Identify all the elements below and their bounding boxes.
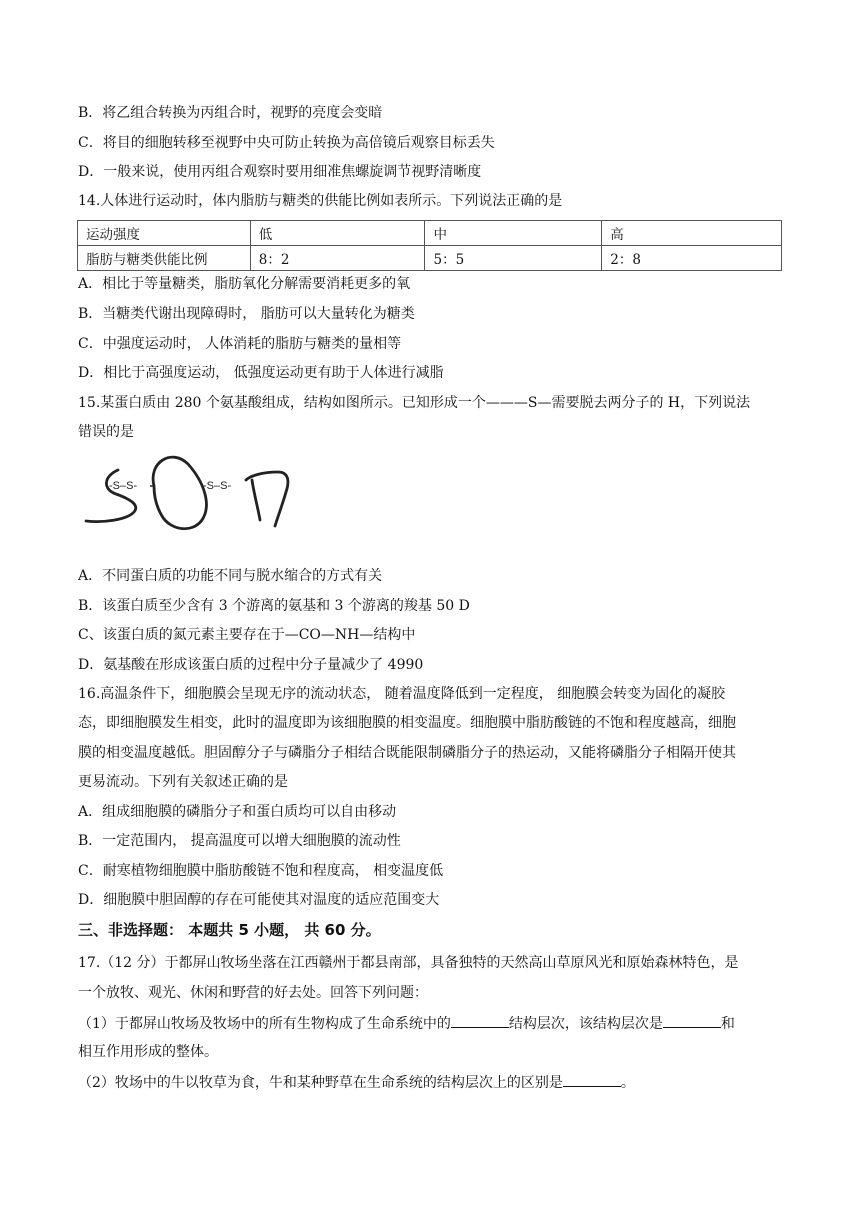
q16-option-d: D．细胞膜中胆固醇的存在可能使其对温度的适应范围变大 [78, 892, 440, 908]
section-heading: 三、非选择题： 本题共 5 小题， 共 60 分。 [78, 921, 381, 939]
answer-blank-2[interactable] [663, 1013, 721, 1028]
q14-option-c: C．中强度运动时， 人体消耗的脂肪与糖类的量相等 [78, 336, 402, 352]
q17-part1-line2: 相互作用形成的整体。 [78, 1044, 218, 1060]
q16-option-c: C．耐寒植物细胞膜中脂肪酸链不饱和程度高， 相变温度低 [78, 863, 444, 879]
peptide-chain-middle [153, 457, 206, 529]
q15-option-a: A．不同蛋白质的功能不同与脱水缩合的方式有关 [78, 568, 383, 584]
q17-part1-text-a: （1）于都屏山牧场及牧场中的所有生物构成了生命系统中的 [78, 1016, 451, 1032]
q14-stem: 14.人体进行运动时，体内脂肪与糖类的供能比例如表所示。下列说法正确的是 [78, 193, 563, 209]
q17-part2-text-b: 。 [620, 1075, 635, 1091]
q13-option-c: C．将目的细胞转移至视野中央可防止转换为高倍镜后观察目标丢失 [78, 135, 495, 151]
q15-stem-line2: 错误的是 [78, 424, 134, 440]
q13-option-d: D．一般来说，使用丙组合观察时要用细准焦螺旋调节视野清晰度 [78, 164, 482, 180]
q16-option-a: A．组成细胞膜的磷脂分子和蛋白质均可以自由移动 [78, 804, 397, 820]
table-cell: 8：2 [250, 246, 425, 271]
q13-option-b: B．将乙组合转换为丙组合时，视野的亮度会变暗 [78, 105, 383, 121]
disulfide-bond-label-left: -S–S- [109, 480, 138, 492]
q16-option-b: B．一定范围内， 提高温度可以增大细胞膜的流动性 [78, 833, 401, 849]
answer-blank-1[interactable] [451, 1013, 509, 1028]
disulfide-bond-label-right: -S–S- [203, 480, 232, 492]
q17-part1-text-b: 结构层次，该结构层次是 [508, 1016, 663, 1032]
q14-option-a: A．相比于等量糖类，脂肪氧化分解需要消耗更多的氧 [78, 276, 411, 292]
q17-part2 [78, 1072, 635, 1093]
table-cell: 低 [250, 221, 425, 246]
q14-option-d: D．相比于高强度运动， 低强度运动更有助于人体进行减脂 [78, 365, 444, 381]
energy-ratio-table [77, 220, 782, 271]
q15-option-d: D．氨基酸在形成该蛋白质的过程中分子量减少了 4990 [78, 657, 424, 673]
table-row [78, 221, 782, 246]
q17-stem-line2: 一个放牧、观光、休闲和野营的好去处。回答下列问题： [78, 985, 428, 1001]
peptide-chain-left [86, 470, 136, 522]
q14-option-b: B．当糖类代谢出现障碍时， 脂肪可以大量转化为糖类 [78, 306, 415, 322]
q17-part2-text-a: （2）牧场中的牛以牧草为食，牛和某种野草在生命系统的结构层次上的区别是 [78, 1075, 563, 1091]
table-cell: 5：5 [425, 246, 602, 271]
table-cell: 脂肪与糖类供能比例 [78, 246, 251, 271]
q15-option-b: B．该蛋白质至少含有 3 个游离的氨基和 3 个游离的羧基 50 D [78, 598, 470, 614]
q16-stem-line3: 膜的相变温度越低。胆固醇分子与磷脂分子相结合既能限制磷脂分子的热运动，又能将磷脂分子相隔开使其 [78, 745, 736, 761]
q17-stem-line1: 17.（12 分）于都屏山牧场坐落在江西赣州于都县南部，具备独特的天然高山草原风光和原始森林特色，是 [78, 955, 739, 971]
q16-stem-line2: 态，即细胞膜发生相变，此时的温度即为该细胞膜的相变温度。细胞膜中脂肪酸链的不饱和程度越高，细胞 [78, 715, 736, 731]
q17-part1-text-c: 和 [720, 1016, 735, 1032]
q15-stem-line1: 15.某蛋白质由 280 个氨基酸组成，结构如图所示。已知形成一个———S—需要脱去两分子的 H，下列说法 [78, 395, 751, 411]
protein-structure-figure [82, 450, 302, 536]
q17-part1-line1 [78, 1013, 735, 1034]
q16-stem-line1: 16.高温条件下，细胞膜会呈现无序的流动状态， 随着温度降低到一定程度， 细胞膜会转变为固化的凝胶 [78, 686, 726, 702]
q16-stem-line4: 更易流动。下列有关叙述正确的是 [78, 774, 288, 790]
table-cell: 2：8 [602, 246, 782, 271]
table-cell: 高 [602, 221, 782, 246]
table-row [78, 246, 782, 271]
q15-option-c: C、该蛋白质的氮元素主要存在于—CO—NH—结构中 [78, 627, 416, 643]
table-cell: 中 [425, 221, 602, 246]
peptide-chain-right-tail [252, 480, 260, 520]
table-cell: 运动强度 [78, 221, 251, 246]
answer-blank-3[interactable] [563, 1072, 621, 1087]
